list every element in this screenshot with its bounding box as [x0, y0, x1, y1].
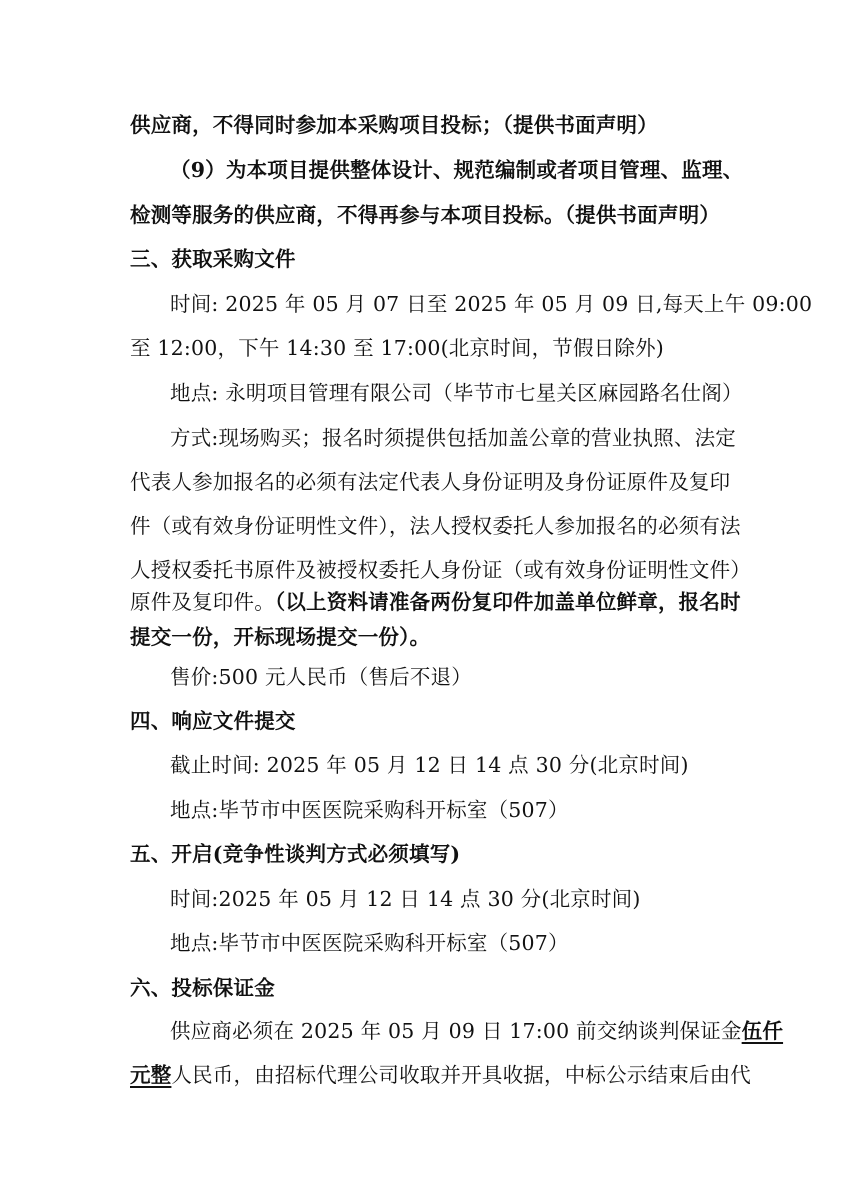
- paragraph-line: 代表人参加报名的必须有法定代表人身份证明及身份证原件及复印: [130, 470, 731, 494]
- paragraph-line: 方式:现场购买；报名时须提供包括加盖公章的营业执照、法定: [170, 426, 737, 450]
- paragraph-text: 原件及复印件。: [130, 590, 275, 614]
- paragraph-line: 人授权委托书原件及被授权委托人身份证（或有效身份证明性文件）: [130, 558, 751, 582]
- paragraph-line: 供应商，不得同时参加本采购项目投标；（提供书面声明）: [130, 113, 658, 137]
- paragraph-line: 售价:500 元人民币（售后不退）: [170, 665, 472, 689]
- list-item-9-line: （9）为本项目提供整体设计、规范编制或者项目管理、监理、: [170, 158, 744, 182]
- paragraph-line: [170, 1017, 783, 1045]
- emphasized-text: （以上资料请准备两份复印件加盖单位鲜章，报名时: [274, 590, 741, 614]
- section-heading-6: 六、投标保证金: [130, 976, 275, 1000]
- paragraph-line: 地点:毕节市中医医院采购科开标室（507）: [170, 931, 569, 955]
- emphasized-line: 提交一份，开标现场提交一份）。: [130, 625, 431, 649]
- paragraph-line: 时间: 2025 年 05 月 07 日至 2025 年 05 月 09 日,每天上午 09:00: [170, 292, 813, 316]
- section-heading-4: 四、响应文件提交: [130, 709, 296, 733]
- deposit-amount-text: 伍仟: [741, 1019, 784, 1043]
- paragraph-line: [130, 588, 741, 616]
- paragraph-text: 供应商必须在 2025 年 05 月 09 日 17:00 前交纳谈判保证金: [170, 1019, 742, 1043]
- paragraph-line: [130, 1061, 751, 1089]
- deposit-amount-text: 元整: [130, 1063, 172, 1087]
- paragraph-line: 截止时间: 2025 年 05 月 12 日 14 点 30 分(北京时间): [170, 753, 689, 777]
- paragraph-text: 人民币，由招标代理公司收取并开具收据，中标公示结束后由代: [171, 1063, 752, 1087]
- paragraph-line: 时间:2025 年 05 月 12 日 14 点 30 分(北京时间): [170, 887, 641, 911]
- section-heading-5: 五、开启(竞争性谈判方式必须填写): [130, 842, 461, 866]
- paragraph-line: 地点: 永明项目管理有限公司（毕节市七星关区麻园路名仕阁）: [170, 381, 743, 405]
- list-item-9-line: 检测等服务的供应商，不得再参与本项目投标。（提供书面声明）: [130, 203, 721, 227]
- paragraph-line: 地点:毕节市中医医院采购科开标室（507）: [170, 798, 569, 822]
- paragraph-line: 件（或有效身份证明性文件），法人授权委托人参加报名的必须有法: [130, 514, 741, 538]
- paragraph-line: 至 12:00，下午 14:30 至 17:00(北京时间，节假日除外): [130, 336, 664, 360]
- section-heading-3: 三、获取采购文件: [130, 247, 296, 271]
